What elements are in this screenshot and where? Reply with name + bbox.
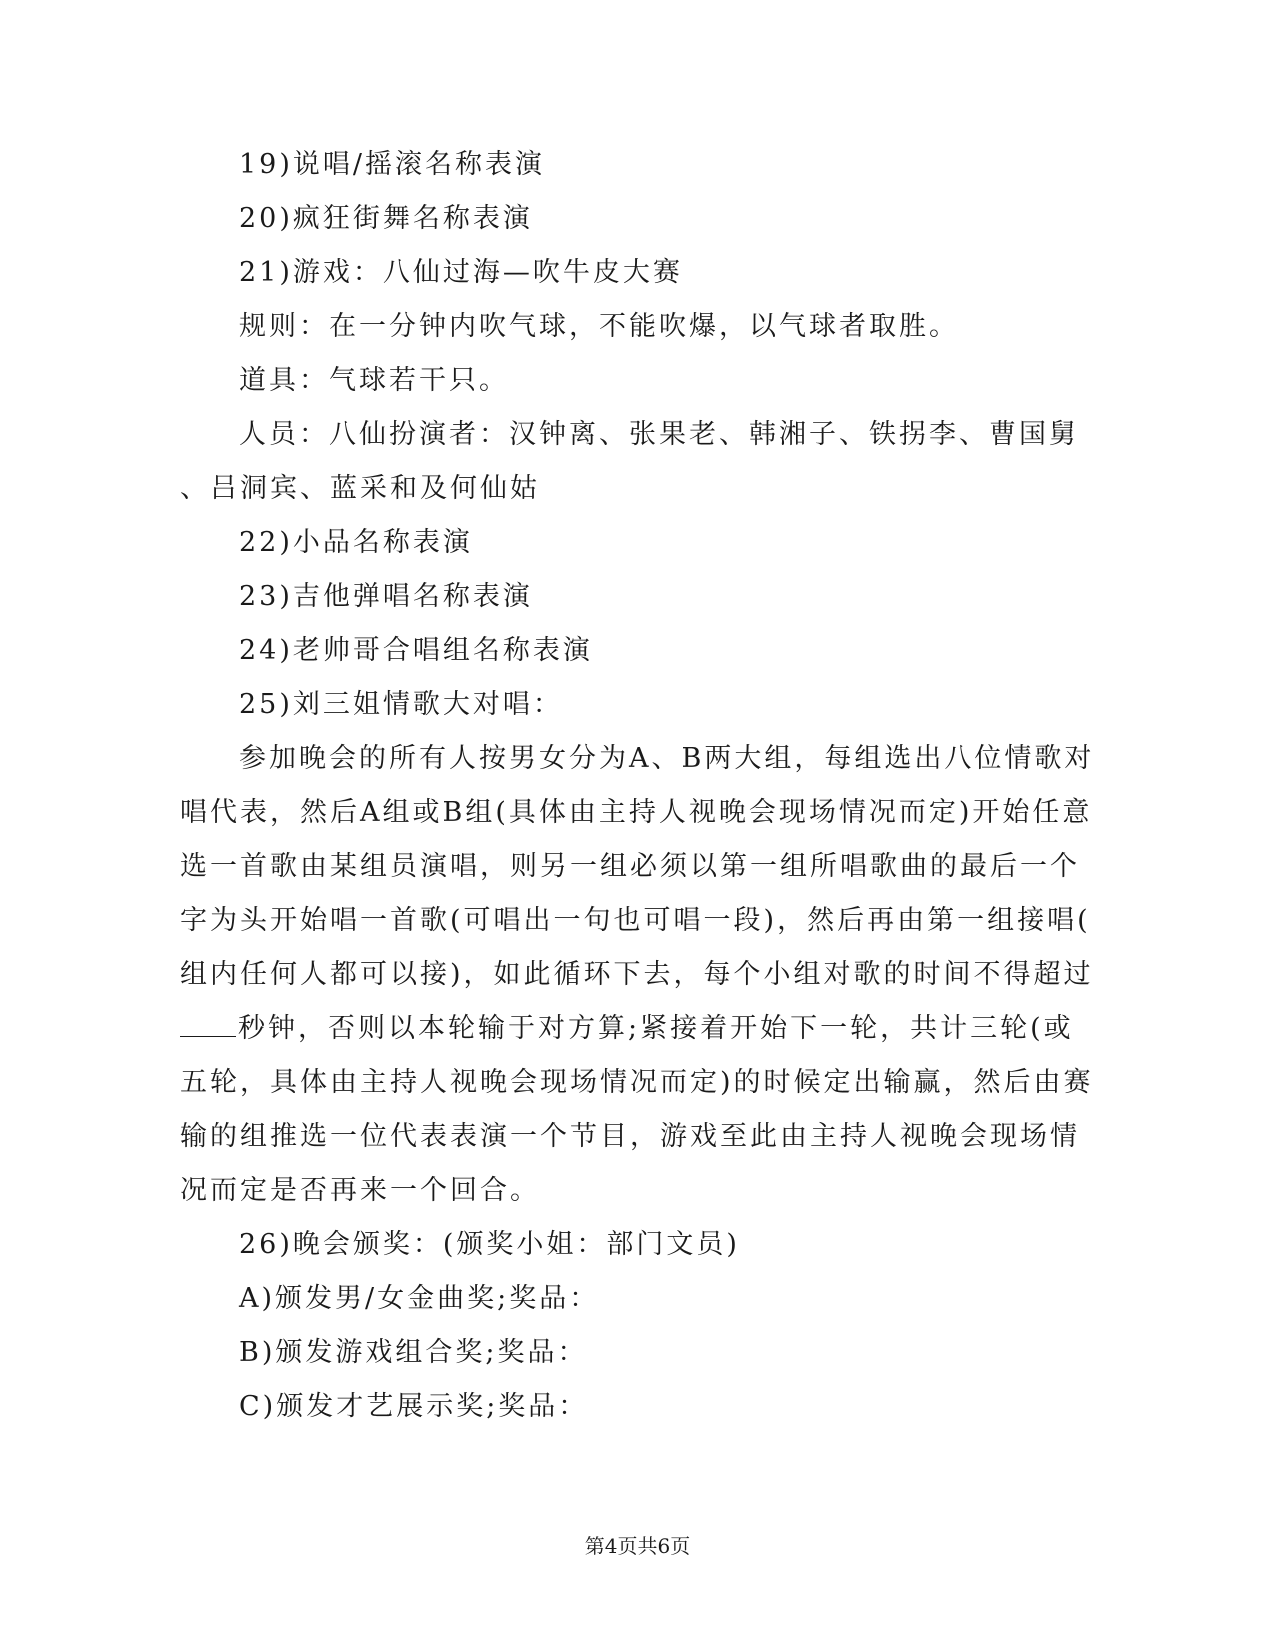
- item-24: 24)老帅哥合唱组名称表演: [239, 635, 593, 666]
- item-21: 21)游戏：八仙过海—吹牛皮大赛: [239, 257, 683, 288]
- rule-line: 规则：在一分钟内吹气球，不能吹爆，以气球者取胜。: [239, 311, 959, 342]
- duet-rules-paragraph: [180, 732, 1095, 1218]
- item-25: 25)刘三姐情歌大对唱：: [239, 689, 563, 720]
- cast-line: 人员：八仙扮演者：汉钟离、张果老、韩湘子、铁拐李、曹国舅: [239, 419, 1079, 450]
- fill-in-blank: [180, 1006, 236, 1037]
- cast-line-continued: 、吕洞宾、蓝采和及何仙姑: [180, 473, 540, 504]
- item-19: 19)说唱/摇滚名称表演: [239, 149, 545, 180]
- item-26: 26)晚会颁奖：(颁奖小姐：部门文员): [239, 1229, 740, 1260]
- award-a: A)颁发男/女金曲奖;奖品：: [239, 1283, 600, 1314]
- paragraph-line: 唱代表，然后A组或B组(具体由主持人视晚会现场情况而定)开始任意: [180, 797, 1093, 828]
- item-22: 22)小品名称表演: [239, 527, 473, 558]
- page-number-footer: 第4页共6页: [584, 1534, 691, 1558]
- paragraph-line: 选一首歌由某组员演唱，则另一组必须以第一组所唱歌曲的最后一个: [180, 851, 1080, 882]
- paragraph-line: 况而定是否再来一个回合。: [180, 1175, 540, 1206]
- item-20: 20)疯狂街舞名称表演: [239, 203, 533, 234]
- award-c: C)颁发才艺展示奖;奖品：: [239, 1391, 589, 1422]
- paragraph-line: 组内任何人都可以接)，如此循环下去，每个小组对歌的时间不得超过: [180, 959, 1094, 990]
- paragraph-line: 参加晚会的所有人按男女分为A、B两大组，每组选出八位情歌对: [239, 743, 1095, 774]
- document-body: [180, 138, 1095, 1434]
- paragraph-line: 五轮，具体由主持人视晚会现场情况而定)的时候定出输赢，然后由赛: [180, 1067, 1094, 1098]
- paragraph-line-with-blank: [180, 1002, 1074, 1056]
- paragraph-line: 输的组推选一位代表表演一个节目，游戏至此由主持人视晚会现场情: [180, 1121, 1080, 1152]
- paragraph-line: 字为头开始唱一首歌(可唱出一句也可唱一段)，然后再由第一组接唱(: [180, 905, 1091, 936]
- item-23: 23)吉他弹唱名称表演: [239, 581, 533, 612]
- award-b: B)颁发游戏组合奖;奖品：: [239, 1337, 588, 1368]
- paragraph-line-text: 秒钟，否则以本轮输于对方算;紧接着开始下一轮，共计三轮(或: [238, 1013, 1074, 1044]
- props-line: 道具：气球若干只。: [239, 365, 509, 396]
